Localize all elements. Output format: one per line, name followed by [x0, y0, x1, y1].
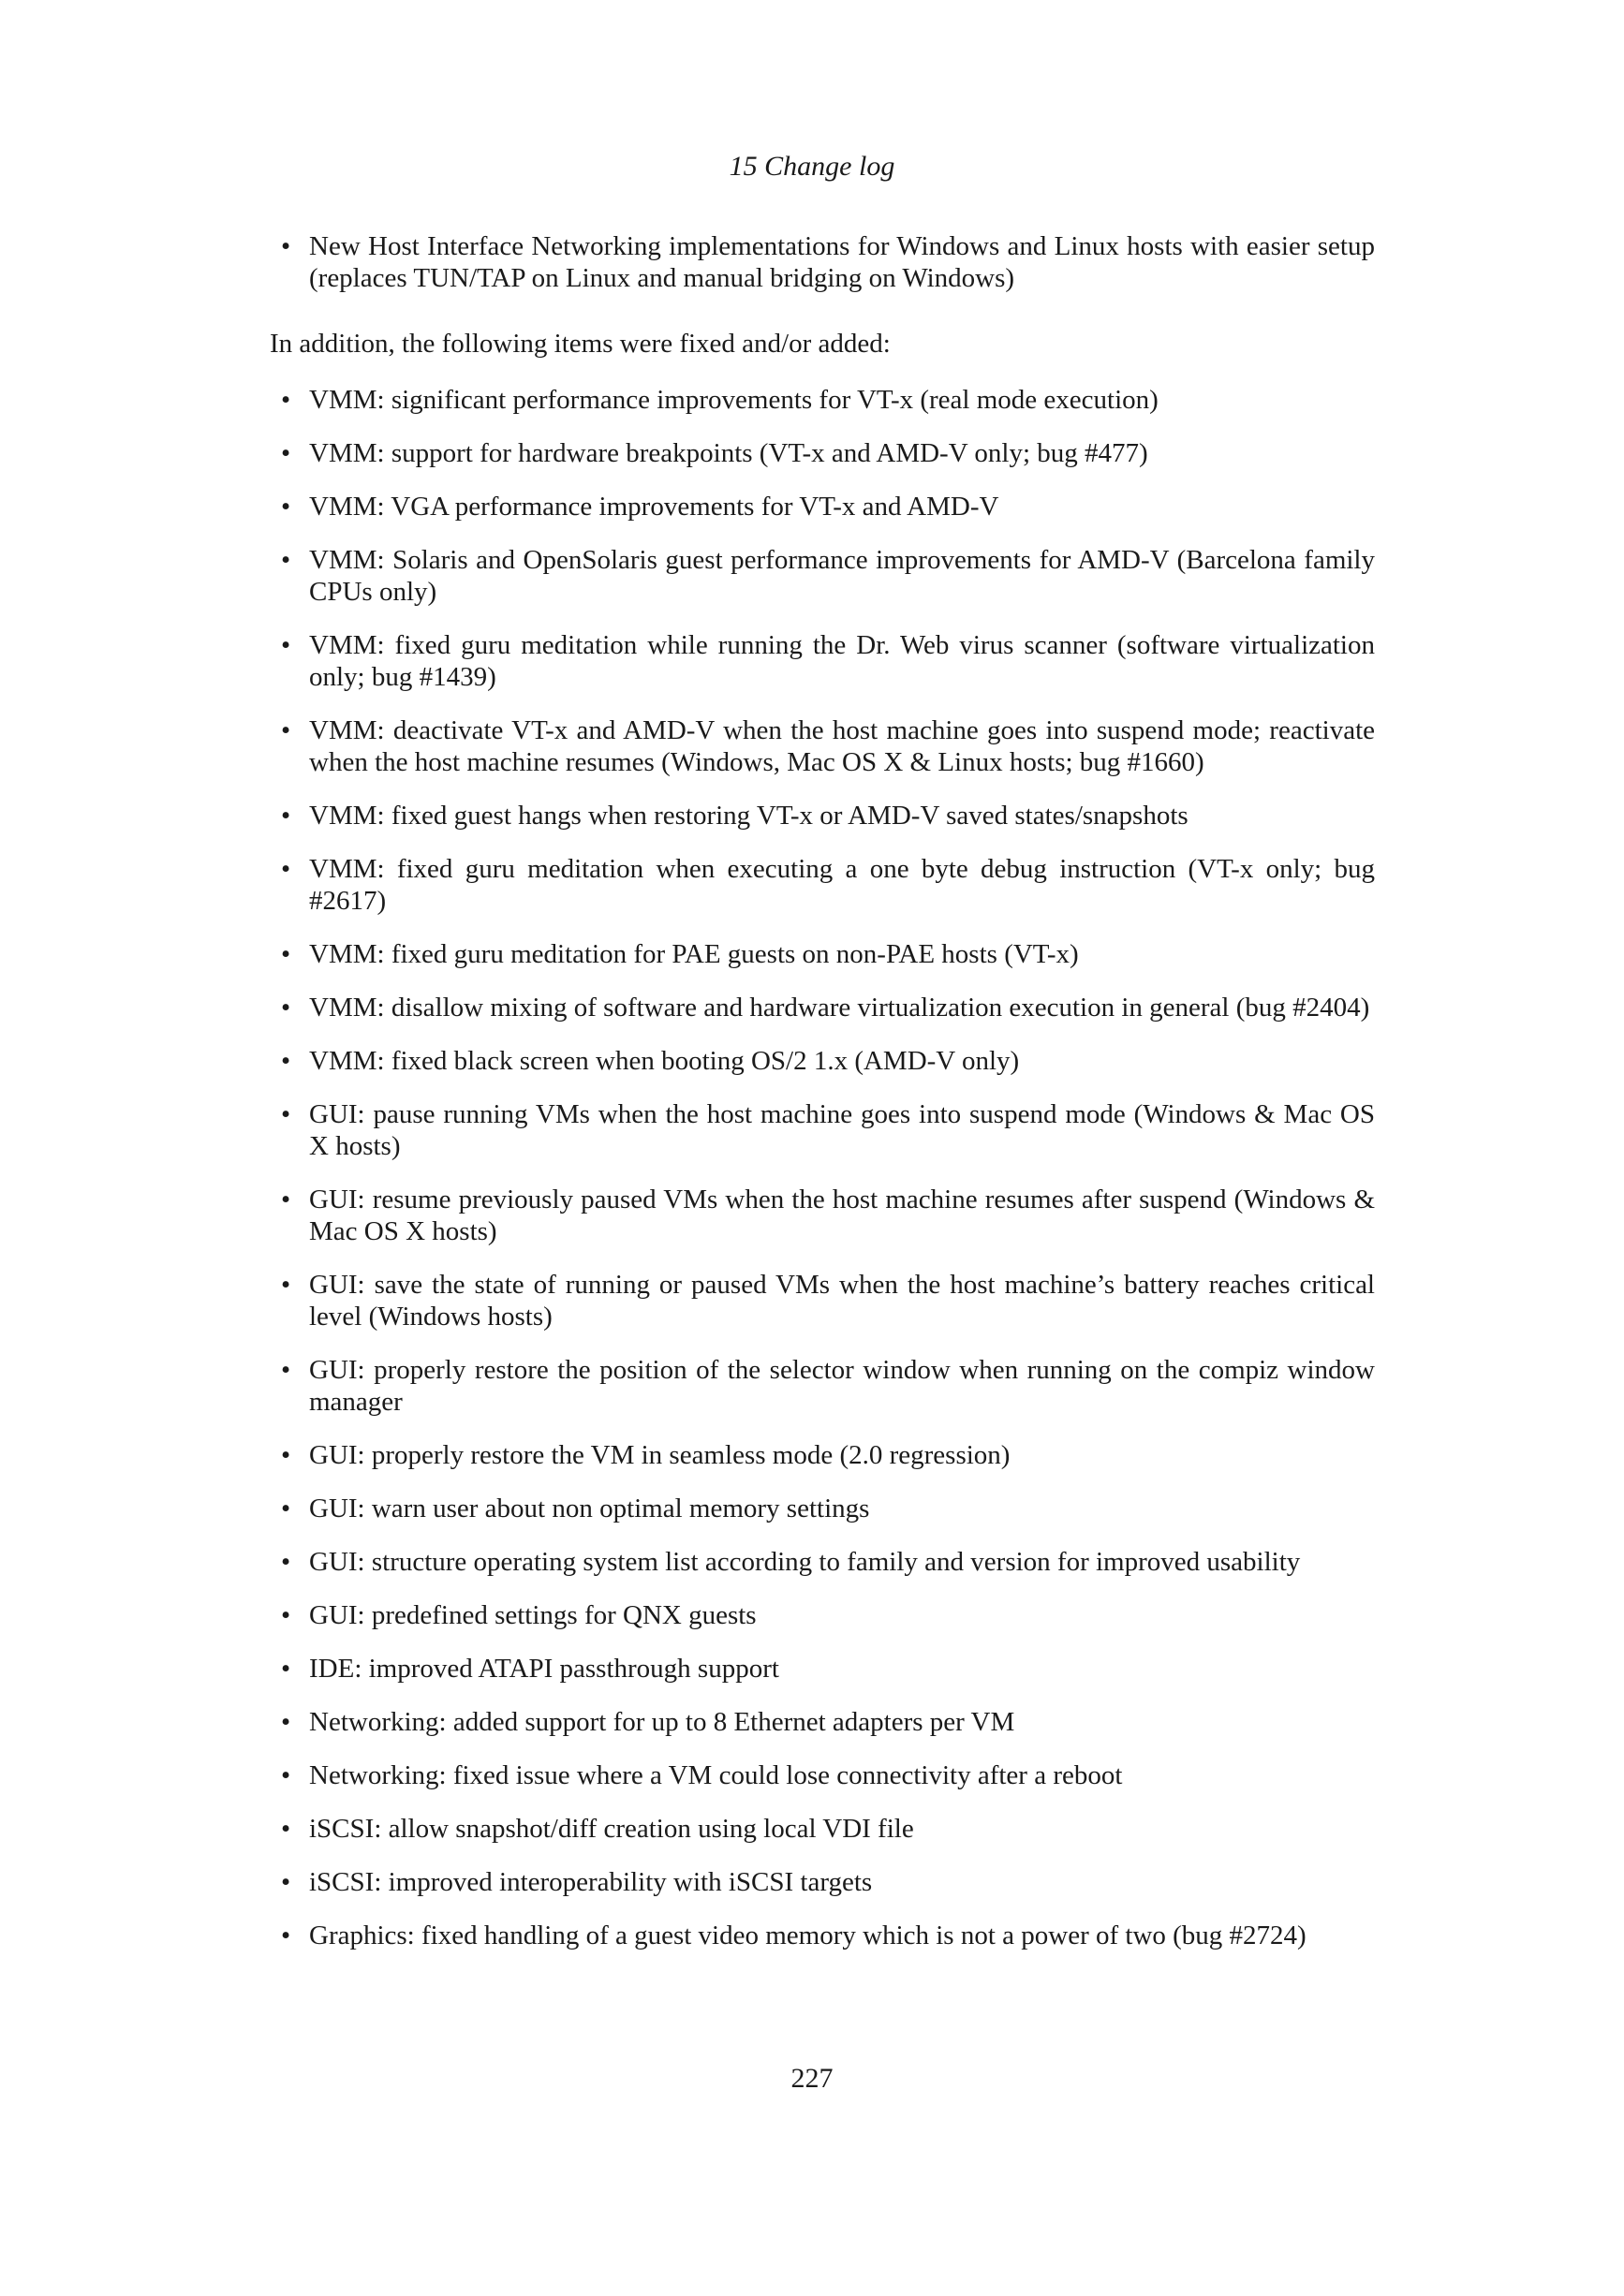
bullet-icon: •: [281, 1355, 291, 1385]
bullet-icon: •: [281, 1099, 291, 1129]
list-item-text: iSCSI: improved interoperability with iSCSI targets: [309, 1867, 873, 1897]
list-item: [270, 853, 1375, 917]
list-item: [270, 491, 1375, 522]
list-item-text: GUI: properly restore the VM in seamless mode (2.0 regression): [309, 1440, 1011, 1470]
list-item-text: GUI: warn user about non optimal memory settings: [309, 1494, 870, 1523]
page-number: 227: [790, 2063, 834, 2094]
list-item: [270, 1546, 1375, 1578]
bullet-icon: •: [281, 939, 291, 969]
list-item: [270, 230, 1375, 294]
intro-paragraph: In addition, the following items were fixed and/or added:: [270, 329, 891, 359]
list-item-text: VMM: deactivate VT-x and AMD-V when the host machine goes into suspend mode; reactivate when the host machine resumes (Windows, Mac OS X & Linux hosts; bug #1660): [309, 715, 1375, 777]
list-item: [270, 1920, 1375, 1951]
list-item-text: VMM: disallow mixing of software and hardware virtualization execution in general (bug #2404): [309, 993, 1370, 1023]
bullet-icon: •: [281, 545, 291, 575]
list-item-text: Networking: fixed issue where a VM could lose connectivity after a reboot: [309, 1760, 1123, 1790]
list-item: [270, 384, 1375, 416]
list-item: [270, 1439, 1375, 1471]
bullet-icon: •: [281, 438, 291, 468]
bullet-icon: •: [281, 1867, 291, 1897]
bullet-icon: •: [281, 492, 291, 522]
list-item: [270, 800, 1375, 832]
bullet-icon: •: [281, 801, 291, 831]
list-item-text: VMM: fixed guest hangs when restoring VT-x or AMD-V saved states/snapshots: [309, 801, 1188, 831]
list-item-text: VMM: fixed black screen when booting OS/2 1.x (AMD-V only): [309, 1046, 1020, 1076]
list-item-text: VMM: support for hardware breakpoints (VT-x and AMD-V only; bug #477): [309, 438, 1148, 468]
list-item-text: VMM: Solaris and OpenSolaris guest performance improvements for AMD-V (Barcelona family CPUs only): [309, 545, 1375, 607]
continued-list: [270, 230, 1375, 294]
list-item-text: iSCSI: allow snapshot/diff creation using local VDI file: [309, 1814, 914, 1844]
list-item-text: GUI: structure operating system list according to family and version for improved usability: [309, 1547, 1301, 1577]
list-item: [270, 1866, 1375, 1898]
list-item: [270, 714, 1375, 778]
list-item: [270, 1759, 1375, 1791]
list-item-text: GUI: resume previously paused VMs when the host machine resumes after suspend (Windows & Mac OS X hosts): [309, 1185, 1375, 1246]
bullet-icon: •: [281, 1046, 291, 1076]
bullet-icon: •: [281, 1814, 291, 1844]
bullet-icon: •: [281, 385, 291, 415]
list-item: [270, 1706, 1375, 1738]
list-item-text: IDE: improved ATAPI passthrough support: [309, 1654, 779, 1684]
list-item-text: GUI: predefined settings for QNX guests: [309, 1600, 757, 1630]
list-item-text: Graphics: fixed handling of a guest video memory which is not a power of two (bug #2724): [309, 1921, 1307, 1950]
bullet-icon: •: [281, 1654, 291, 1684]
bullet-icon: •: [281, 715, 291, 745]
bullet-icon: •: [281, 1760, 291, 1790]
list-item: [270, 1354, 1375, 1418]
list-item: [270, 1045, 1375, 1077]
list-item-text: GUI: properly restore the position of the selector window when running on the compiz window manager: [309, 1355, 1375, 1417]
running-header: 15 Change log: [729, 151, 895, 182]
page-content: [270, 230, 1375, 1973]
list-item: [270, 544, 1375, 608]
list-item-text: GUI: pause running VMs when the host machine goes into suspend mode (Windows & Mac OS X hosts): [309, 1099, 1375, 1161]
list-item: [270, 1269, 1375, 1332]
list-item-text: GUI: save the state of running or paused VMs when the host machine’s battery reaches critical level (Windows hosts): [309, 1270, 1375, 1332]
bullet-icon: •: [281, 1921, 291, 1950]
bullet-icon: •: [281, 1707, 291, 1737]
bullet-icon: •: [281, 854, 291, 884]
list-item-text: VMM: fixed guru meditation for PAE guests on non-PAE hosts (VT-x): [309, 939, 1079, 969]
bullet-icon: •: [281, 993, 291, 1023]
list-item-text: VMM: significant performance improvements for VT-x (real mode execution): [309, 385, 1159, 415]
change-list: [270, 384, 1375, 1951]
bullet-icon: •: [281, 1270, 291, 1300]
list-item: [270, 992, 1375, 1023]
list-item: [270, 1599, 1375, 1631]
bullet-icon: •: [281, 231, 291, 261]
bullet-icon: •: [281, 1185, 291, 1214]
bullet-icon: •: [281, 1547, 291, 1577]
list-item-text: VMM: fixed guru meditation when executing a one byte debug instruction (VT-x only; bug #2617): [309, 854, 1375, 916]
list-item-text: VMM: fixed guru meditation while running the Dr. Web virus scanner (software virtualization only; bug #1439): [309, 630, 1375, 692]
list-item: [270, 1493, 1375, 1524]
bullet-icon: •: [281, 1440, 291, 1470]
list-item: [270, 938, 1375, 970]
bullet-icon: •: [281, 1600, 291, 1630]
list-item: [270, 1098, 1375, 1162]
list-item-text: Networking: added support for up to 8 Ethernet adapters per VM: [309, 1707, 1015, 1737]
list-item: [270, 629, 1375, 693]
list-item: [270, 1813, 1375, 1845]
list-item-text: VMM: VGA performance improvements for VT-x and AMD-V: [309, 492, 999, 522]
list-item: [270, 437, 1375, 469]
list-item-text: New Host Interface Networking implementations for Windows and Linux hosts with easier setup (replaces TUN/TAP on Linux and manual bridging on Windows): [309, 231, 1375, 293]
list-item: [270, 1653, 1375, 1685]
list-item: [270, 1184, 1375, 1247]
bullet-icon: •: [281, 1494, 291, 1523]
bullet-icon: •: [281, 630, 291, 660]
